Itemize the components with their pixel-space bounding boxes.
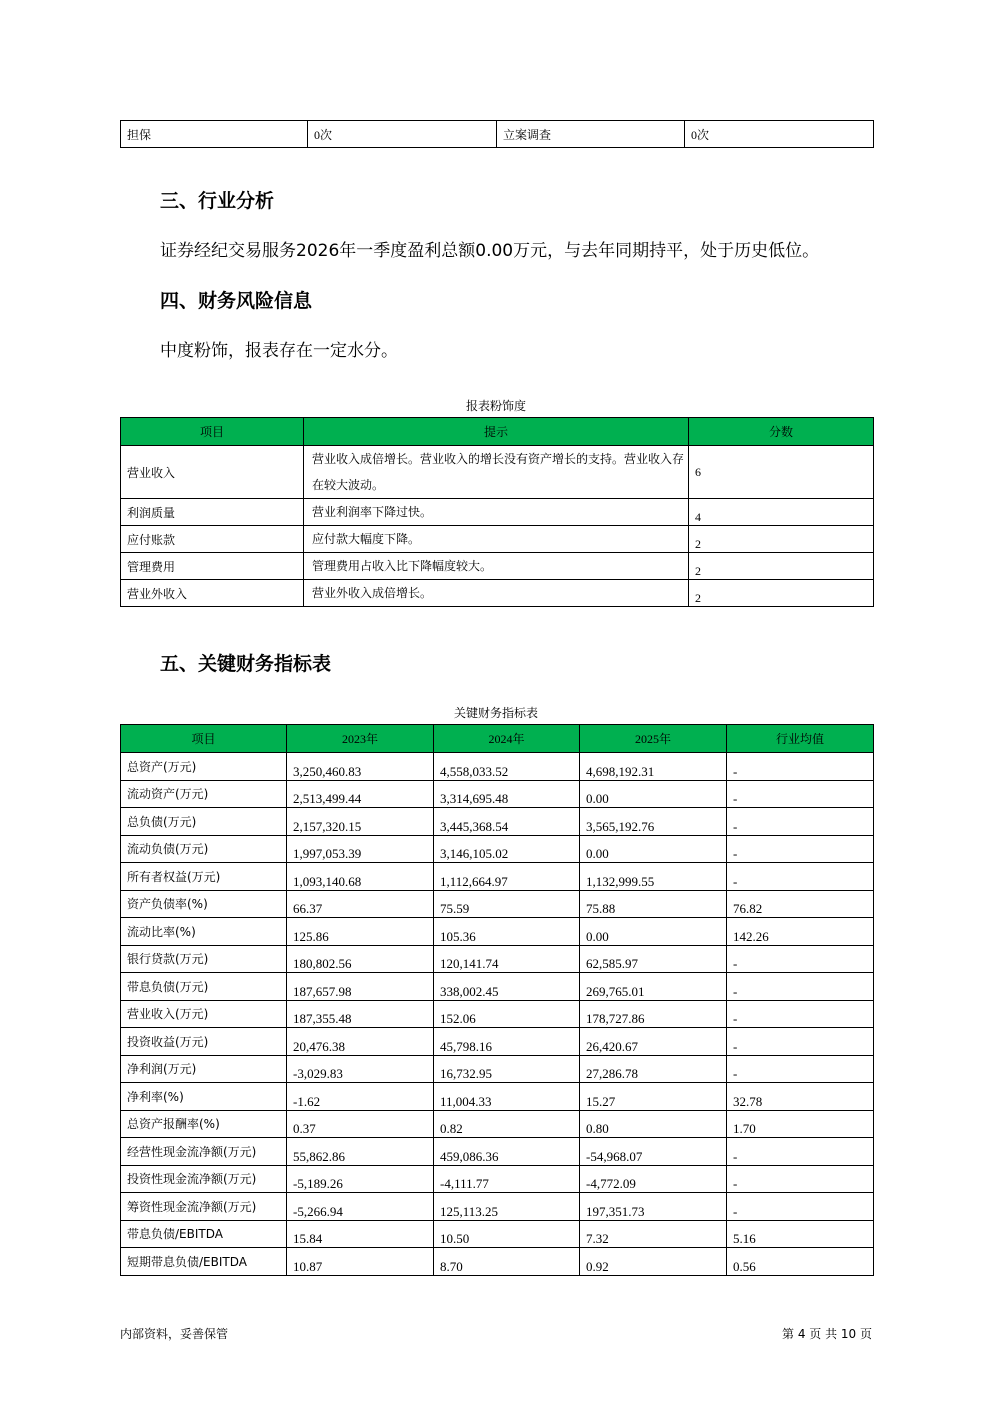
table-row (121, 1165, 874, 1193)
table-cell: 利润质量 (121, 499, 304, 526)
cell-value: 0.00 (586, 846, 609, 861)
cell-value: 4,698,192.31 (586, 763, 655, 779)
table-cell (580, 1220, 727, 1248)
table-cell: 2 (689, 553, 874, 580)
table-row (121, 580, 874, 607)
cell-value: 3,314,695.48 (440, 791, 509, 806)
cell-value: - (733, 818, 738, 834)
table-cell (727, 1138, 874, 1166)
cell-value: 187,355.48 (293, 1011, 352, 1026)
cell-value: - (733, 763, 738, 779)
risk-table (120, 417, 874, 607)
cell-value: 16,732.95 (440, 1066, 492, 1081)
table-cell (434, 1110, 580, 1138)
column-header: 行业均值 (727, 725, 874, 753)
cell-value: -54,968.07 (586, 1148, 643, 1164)
cell-value: 7.32 (586, 1231, 609, 1246)
table-cell (434, 780, 580, 808)
kpi-table-caption: 关键财务指标表 (453, 706, 538, 720)
cell-value: 75.88 (586, 901, 616, 916)
table-cell (287, 780, 434, 808)
cell-value: 75.59 (440, 901, 470, 916)
risk-paragraph: 中度粉饰，报表存在一定水分。 (160, 341, 398, 361)
footer-page-number: 第 4 页 共 10 页 (782, 1327, 872, 1341)
table-cell (580, 1248, 727, 1276)
table-cell: 投资收益(万元) (121, 1028, 287, 1056)
table-row (121, 1000, 874, 1028)
cell-value: - (733, 873, 738, 889)
cell-value: 338,002.45 (440, 983, 499, 999)
column-header: 2023年 (287, 725, 434, 753)
kpi-table (120, 724, 874, 1276)
table-cell: 短期带息负债/EBITDA (121, 1248, 287, 1276)
cell-value: -4,111.77 (440, 1176, 489, 1191)
table-row (121, 1110, 874, 1138)
cell-value: 32.78 (733, 1093, 763, 1109)
table-cell (727, 808, 874, 836)
table-cell: 营业收入 (121, 446, 304, 499)
table-row (121, 918, 874, 946)
table-cell (580, 945, 727, 973)
table-cell (727, 1110, 874, 1138)
table-cell (287, 890, 434, 918)
cell-value: - (733, 1148, 738, 1164)
table-row (121, 526, 874, 553)
cell-value: 1,132,999.55 (586, 873, 655, 889)
table-cell: 净利润(万元) (121, 1055, 287, 1083)
table-cell (287, 1193, 434, 1221)
table-row (121, 890, 874, 918)
table-cell (580, 1110, 727, 1138)
cell-value: 142.26 (733, 928, 769, 944)
table-cell: 营业收入成倍增长。营业收入的增长没有资产增长的支持。营业收入存在较大波动。 (304, 446, 689, 499)
table-cell (434, 918, 580, 946)
table-row (121, 499, 874, 526)
table-cell (727, 1028, 874, 1056)
table-cell: 应付款大幅度下降。 (304, 526, 689, 553)
table-row (121, 553, 874, 580)
table-cell: 0次 (308, 121, 497, 148)
table-cell (580, 1000, 727, 1028)
table-header-row (121, 725, 874, 753)
table-cell: 银行贷款(万元) (121, 945, 287, 973)
table-cell (580, 1028, 727, 1056)
cell-value: - (733, 1038, 738, 1054)
table-cell (727, 945, 874, 973)
cell-value: 3,250,460.83 (293, 763, 362, 779)
table-cell (434, 1165, 580, 1193)
table-row (121, 1083, 874, 1111)
section-heading-kpi: 五、关键财务指标表 (160, 653, 332, 675)
cell-value: 197,351.73 (586, 1203, 645, 1219)
table-cell: 带息负债/EBITDA (121, 1220, 287, 1248)
table-row (121, 446, 874, 499)
column-header: 项目 (121, 725, 287, 753)
cell-value: 0.56 (733, 1258, 756, 1274)
table-cell: 2 (689, 526, 874, 553)
table-cell (727, 753, 874, 781)
table-cell (727, 1193, 874, 1221)
cell-value: 2,513,499.44 (293, 791, 362, 806)
cell-value: 178,727.86 (586, 1011, 645, 1026)
cell-value: -5,266.94 (293, 1203, 343, 1219)
cell-value: 1,112,664.97 (440, 873, 508, 889)
table-cell: 营业外收入成倍增长。 (304, 580, 689, 607)
cell-value: -5,189.26 (293, 1176, 343, 1191)
table-cell (287, 863, 434, 891)
table-cell (287, 753, 434, 781)
cell-value: 10.87 (293, 1258, 323, 1274)
table-cell (580, 973, 727, 1001)
table-row (121, 780, 874, 808)
cell-value: 1,093,140.68 (293, 873, 362, 889)
table-cell: 应付账款 (121, 526, 304, 553)
cell-value: - (733, 1011, 738, 1026)
table-row (121, 808, 874, 836)
table-cell: 6 (689, 446, 874, 499)
cell-value: - (733, 1176, 738, 1191)
cell-value: - (733, 791, 738, 806)
cell-value: - (733, 956, 738, 971)
table-cell (727, 1083, 874, 1111)
cell-value: 0.80 (586, 1121, 609, 1136)
table-cell (580, 1083, 727, 1111)
table-cell: 流动负债(万元) (121, 835, 287, 863)
table-cell: 0次 (685, 121, 874, 148)
table-cell (434, 1220, 580, 1248)
table-cell (727, 1220, 874, 1248)
section-heading-risk: 四、财务风险信息 (160, 290, 313, 312)
cell-value: 459,086.36 (440, 1148, 499, 1164)
table-row (121, 1028, 874, 1056)
table-cell: 管理费用占收入比下降幅度较大。 (304, 553, 689, 580)
cell-value: 11,004.33 (440, 1093, 492, 1109)
cell-value: 3,565,192.76 (586, 818, 655, 834)
cell-value: 0.37 (293, 1121, 316, 1136)
table-cell: 流动资产(万元) (121, 780, 287, 808)
column-header: 提示 (304, 418, 689, 446)
table-cell (434, 753, 580, 781)
cell-value: -4,772.09 (586, 1176, 636, 1191)
table-cell (727, 918, 874, 946)
table-row (121, 1193, 874, 1221)
table-cell (287, 1165, 434, 1193)
table-cell: 流动比率(%) (121, 918, 287, 946)
table-cell (727, 973, 874, 1001)
table-cell (287, 1248, 434, 1276)
table-cell (727, 780, 874, 808)
table-cell (434, 1248, 580, 1276)
table-cell (727, 1248, 874, 1276)
table-cell: 带息负债(万元) (121, 973, 287, 1001)
table-cell (287, 1000, 434, 1028)
table-cell (434, 863, 580, 891)
table-cell (580, 890, 727, 918)
cell-value: -1.62 (293, 1093, 321, 1109)
cell-value: 3,146,105.02 (440, 846, 509, 861)
table-cell: 总资产(万元) (121, 753, 287, 781)
cell-value: 5.16 (733, 1231, 756, 1246)
cell-value: - (733, 846, 738, 861)
cell-value: -3,029.83 (293, 1066, 343, 1081)
table-cell (580, 918, 727, 946)
cell-value: 76.82 (733, 901, 763, 916)
cell-value: 15.84 (293, 1231, 323, 1246)
table-cell (434, 1055, 580, 1083)
cell-value: 15.27 (586, 1093, 616, 1109)
table-cell: 营业利润率下降过快。 (304, 499, 689, 526)
table-cell (580, 780, 727, 808)
table-cell: 4 (689, 499, 874, 526)
table-cell: 投资性现金流净额(万元) (121, 1165, 287, 1193)
table-cell (434, 808, 580, 836)
cell-value: 62,585.97 (586, 956, 638, 971)
cell-value: 20,476.38 (293, 1038, 345, 1054)
table-cell (287, 835, 434, 863)
cell-value: 180,802.56 (293, 956, 352, 971)
table-cell: 总资产报酬率(%) (121, 1110, 287, 1138)
table-row (121, 1220, 874, 1248)
table-row (121, 121, 874, 148)
cell-value: 187,657.98 (293, 983, 352, 999)
industry-paragraph: 证券经纪交易服务2026年一季度盈利总额0.00万元，与去年同期持平，处于历史低位。 (160, 241, 820, 261)
table-cell (580, 1165, 727, 1193)
table-cell: 立案调查 (497, 121, 685, 148)
table-cell: 担保 (121, 121, 308, 148)
cell-value: 66.37 (293, 901, 323, 916)
table-cell (727, 863, 874, 891)
table-cell: 总负债(万元) (121, 808, 287, 836)
column-header: 分数 (689, 418, 874, 446)
footer-confidential-note: 内部资料，妥善保管 (120, 1327, 229, 1341)
cell-value: 269,765.01 (586, 983, 645, 999)
table-cell (434, 835, 580, 863)
table-row (121, 1138, 874, 1166)
column-header: 2025年 (580, 725, 727, 753)
cell-value: - (733, 983, 738, 999)
table-cell: 营业外收入 (121, 580, 304, 607)
risk-table-caption: 报表粉饰度 (465, 399, 526, 413)
cell-value: 0.82 (440, 1121, 463, 1136)
table-cell (287, 1110, 434, 1138)
cell-value: 27,286.78 (586, 1066, 638, 1081)
table-row (121, 1248, 874, 1276)
cell-value: 55,862.86 (293, 1148, 345, 1164)
table-row (121, 753, 874, 781)
table-cell (434, 1083, 580, 1111)
table-cell (434, 1000, 580, 1028)
table-cell: 净利率(%) (121, 1083, 287, 1111)
table-cell (580, 753, 727, 781)
table-cell (287, 1055, 434, 1083)
table-cell (287, 1138, 434, 1166)
table-cell (580, 1138, 727, 1166)
table-cell: 筹资性现金流净额(万元) (121, 1193, 287, 1221)
cell-value: 105.36 (440, 928, 476, 944)
section-heading-industry: 三、行业分析 (160, 190, 275, 212)
cell-value: - (733, 1203, 738, 1219)
table-row (121, 863, 874, 891)
cell-value: - (733, 1066, 738, 1081)
table-cell: 营业收入(万元) (121, 1000, 287, 1028)
table-cell (434, 890, 580, 918)
table-cell (580, 863, 727, 891)
table-cell (727, 1165, 874, 1193)
table-cell: 经营性现金流净额(万元) (121, 1138, 287, 1166)
cell-value: 120,141.74 (440, 956, 499, 971)
cell-value: 2,157,320.15 (293, 818, 362, 834)
table-cell (287, 973, 434, 1001)
table-cell: 资产负债率(%) (121, 890, 287, 918)
cell-value: 152.06 (440, 1011, 476, 1026)
table-cell (580, 1193, 727, 1221)
table-cell (727, 1000, 874, 1028)
table-cell (434, 973, 580, 1001)
table-cell (287, 1083, 434, 1111)
table-cell (580, 808, 727, 836)
table-cell (727, 890, 874, 918)
table-cell (287, 1220, 434, 1248)
table-cell: 管理费用 (121, 553, 304, 580)
kpi-table-body (121, 753, 874, 1276)
table-row (121, 945, 874, 973)
cell-value: 125,113.25 (440, 1203, 499, 1219)
table-cell (287, 1028, 434, 1056)
cell-value: 26,420.67 (586, 1038, 638, 1054)
table-cell: 2 (689, 580, 874, 607)
top-summary-table (120, 120, 874, 148)
table-cell (580, 1055, 727, 1083)
cell-value: 3,445,368.54 (440, 818, 509, 834)
table-cell: 所有者权益(万元) (121, 863, 287, 891)
table-cell (727, 835, 874, 863)
table-cell (434, 1193, 580, 1221)
table-cell (580, 835, 727, 863)
table-cell (287, 808, 434, 836)
table-cell (434, 1138, 580, 1166)
table-row (121, 835, 874, 863)
table-cell (434, 1028, 580, 1056)
cell-value: 1.70 (733, 1121, 756, 1136)
cell-value: 0.00 (586, 928, 609, 944)
cell-value: 1,997,053.39 (293, 846, 362, 861)
cell-value: 0.92 (586, 1258, 609, 1274)
cell-value: 45,798.16 (440, 1038, 492, 1054)
cell-value: 4,558,033.52 (440, 763, 509, 779)
cell-value: 8.70 (440, 1258, 463, 1274)
table-row (121, 973, 874, 1001)
table-cell (727, 1055, 874, 1083)
table-cell (434, 945, 580, 973)
cell-value: 125.86 (293, 928, 329, 944)
cell-value: 0.00 (586, 791, 609, 806)
cell-value: 10.50 (440, 1231, 470, 1246)
table-row (121, 1055, 874, 1083)
table-cell (287, 945, 434, 973)
column-header: 项目 (121, 418, 304, 446)
table-header-row (121, 418, 874, 446)
column-header: 2024年 (434, 725, 580, 753)
table-cell (287, 918, 434, 946)
